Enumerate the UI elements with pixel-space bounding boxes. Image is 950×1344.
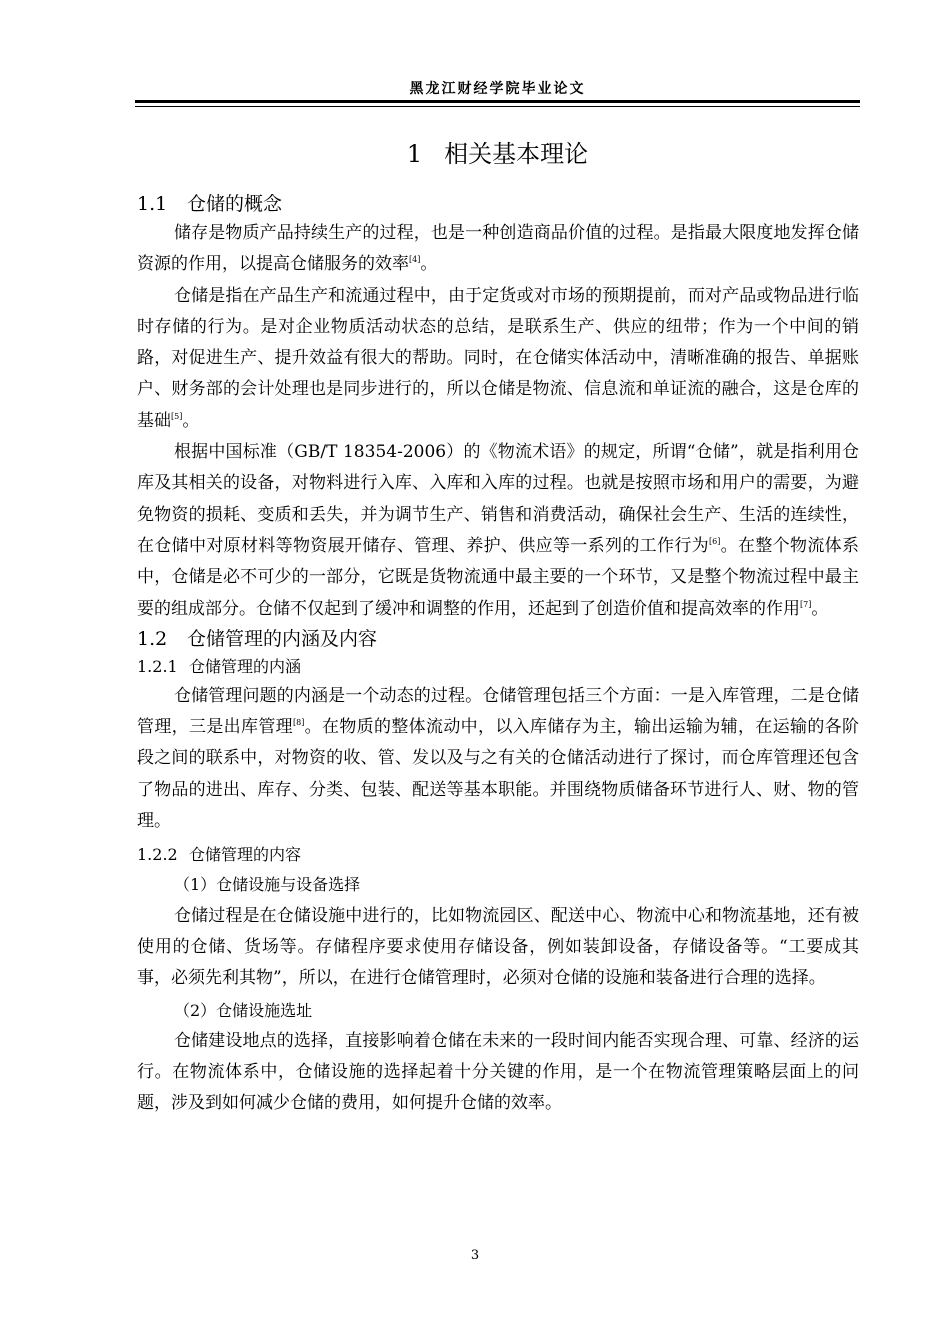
page-number: 3: [470, 1248, 480, 1263]
paragraph-text: 仓储管理问题的内涵是一个动态的过程。仓储管理包括三个方面：一是入库管理，二是仓储管理，三是出库管理: [137, 685, 859, 738]
citation: [7]: [800, 599, 812, 609]
chapter-title: 相关基本理论: [444, 140, 589, 168]
subsection-title: 仓储管理的内容: [189, 845, 302, 865]
paragraph-tail: 。: [811, 598, 829, 619]
paragraph-management-connotation: [137, 681, 859, 837]
paragraph-facility-selection: 仓储过程是在仓储设施中进行的，比如物流园区、配送中心、物流中心和物流基地，还有被使用的仓储、货场等。存储程序要求使用存储设备，例如装卸设备，存储设备等。“工要成其事，必须先利其物”，所以，在进行仓储管理时，必须对仓储的设施和装备进行合理的选择。: [137, 905, 859, 989]
chapter-heading: [135, 134, 860, 169]
paragraph-tail: 。在物质的整体流动中，以入库储存为主，输出运输为辅，在运输的各阶段之间的联系中，对物资的收、管、发以及与之有关的仓储活动进行了探讨，而仓库管理还包含了物品的进出、库存、分类、包装、配送等基本职能。并围绕物质储备环节进行人、财、物的管理。: [137, 717, 860, 832]
body-text: [137, 190, 859, 1120]
list-item-facility-selection: （1）仓储设施与设备选择: [174, 875, 361, 895]
citation: [6]: [709, 536, 721, 546]
paragraph-text: 根据中国标准（GB/T 18354-2006）的《物流术语》的规定，所谓“仓储”，就是指利用仓库及其相关的设备，对物料进行入库、入库和入库的过程。也就是按照市场和用户的需要，为避免物资的损耗、变质和丢失，并为调节生产、销售和消费活动，确保社会生产、生活的连续性，在仓储中对原材料等物资展开储存、管理、养护、供应等一系列的工作行为: [137, 442, 859, 556]
subsection-number: 1.2.2: [137, 845, 178, 865]
header-rule-thick: [135, 100, 860, 103]
section-heading-1-2: [137, 625, 859, 653]
paragraph-tail: 。在整个物流体系中，仓储是必不可少的一部分，它既是货物流通中最主要的一个环节，又是整个物流过程中最主要的组成部分。仓储不仅起到了缓冲和调整的作用，还起到了创造价值和提高效率的作用: [137, 535, 860, 619]
paragraph-tail: 。: [420, 254, 438, 275]
paragraph-text: 储存是物质产品持续生产的过程，也是一种创造商品价值的过程。是指最大限度地发挥仓储资源的作用，以提高仓储服务的效率: [137, 223, 859, 275]
section-title: 仓储管理的内涵及内容: [187, 627, 378, 650]
paragraph-warehousing-definition: [137, 281, 859, 437]
subsection-heading-1-2-2: [137, 841, 859, 869]
running-header: 黑龙江财经学院毕业论文: [409, 81, 586, 97]
header-rule-thin: [135, 106, 860, 107]
list-item-site-selection: （2）仓储设施选址: [174, 1000, 313, 1020]
citation: [8]: [293, 718, 305, 728]
chapter-number: 1: [406, 140, 423, 168]
subsection-title: 仓储管理的内涵: [189, 656, 302, 676]
citation: [5]: [171, 411, 183, 421]
section-title: 仓储的概念: [187, 193, 283, 215]
paragraph-text: 仓储是指在产品生产和流通过程中，由于定货或对市场的预期提前，而对产品或物品进行临时存储的行为。是对企业物质活动状态的总结，是联系生产、供应的纽带；作为一个中间的销路，对促进生产、提升效益有很大的帮助。同时，在仓储实体活动中，清晰准确的报告、单据账户、财务部的会计处理也是同步进行的，所以仓储是物流、信息流和单证流的融合，这是仓库的基础: [137, 285, 859, 431]
paragraph-site-selection: 仓储建设地点的选择，直接影响着仓储在未来的一段时间内能否实现合理、可靠、经济的运行。在物流体系中，仓储设施的选择起着十分关键的作用，是一个在物流管理策略层面上的问题，涉及到如何减少仓储的费用，如何提升仓储的效率。: [137, 1030, 859, 1114]
paragraph-national-standard: [137, 437, 859, 625]
section-number: 1.1: [137, 193, 168, 215]
section-heading-1-1: [137, 190, 859, 218]
section-number: 1.2: [137, 627, 168, 650]
paragraph-storage-definition: [137, 218, 859, 281]
paragraph-tail: 。: [182, 410, 200, 431]
subsection-heading-1-2-1: [137, 653, 859, 681]
citation: [4]: [409, 255, 421, 265]
subsection-number: 1.2.1: [137, 656, 178, 676]
